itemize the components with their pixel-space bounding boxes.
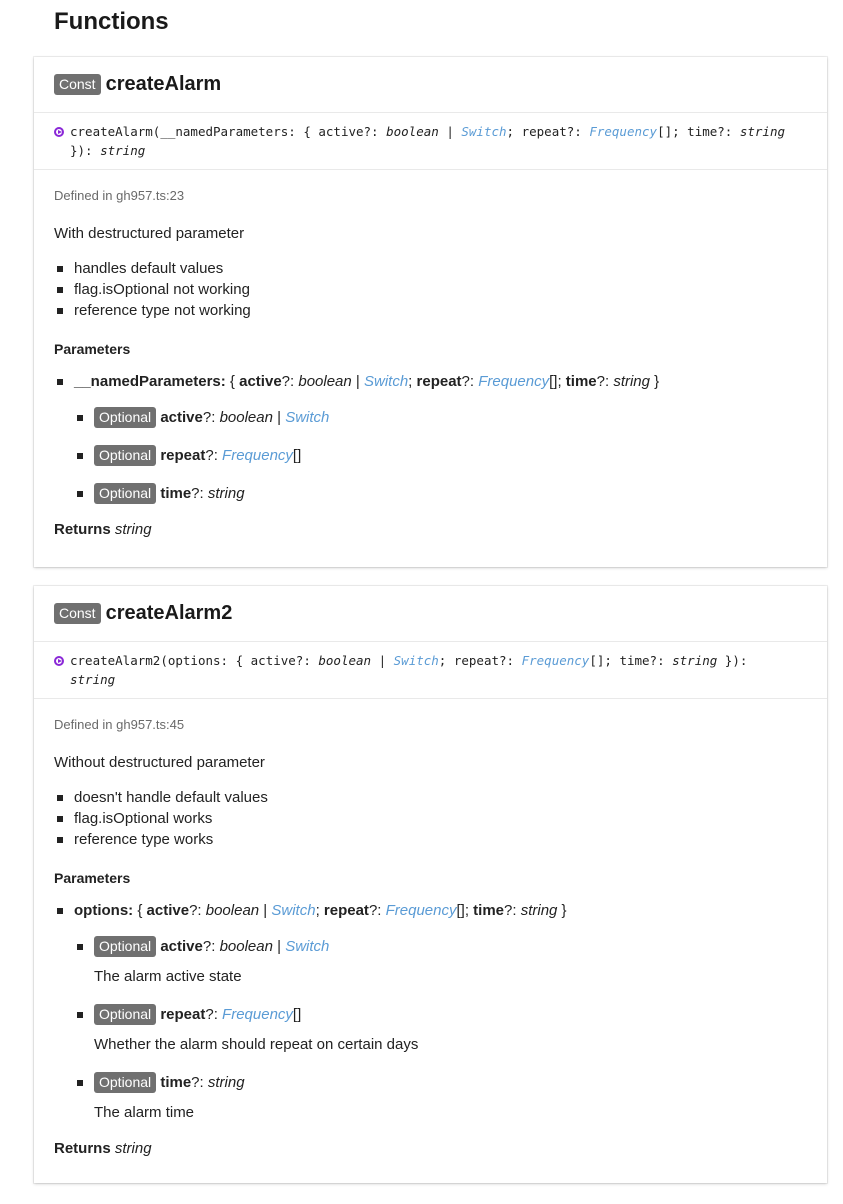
- sub-parameter-name: active: [160, 938, 203, 955]
- frequency-type-link[interactable]: Frequency: [385, 902, 457, 919]
- returns-type: string: [114, 1140, 152, 1157]
- notes-list: [54, 258, 807, 321]
- type-boolean: boolean: [219, 409, 273, 426]
- switch-type-link[interactable]: Switch: [461, 124, 507, 139]
- defined-in: Defined in gh957.ts:23: [54, 188, 185, 203]
- type-key-repeat: repeat: [416, 373, 462, 390]
- optional-badge: Optional: [94, 1004, 156, 1025]
- notes-list: [54, 787, 807, 850]
- sub-parameter-active: Optional active?: boolean | Switch The alarm active state: [74, 936, 807, 988]
- optional-badge: Optional: [94, 407, 156, 428]
- returns-label: Returns: [54, 1140, 111, 1157]
- switch-type-link[interactable]: Switch: [285, 938, 330, 955]
- type-key-repeat: repeat: [323, 902, 369, 919]
- function-icon: [54, 127, 64, 137]
- returns: [54, 521, 807, 538]
- type-boolean: boolean: [298, 373, 352, 390]
- function-signature: createAlarm2(options: { active?: boolean | Switch; repeat?: Frequency[]; time?: string }): string: [34, 642, 827, 699]
- frequency-type-link[interactable]: Frequency: [589, 124, 658, 139]
- signature-name: createAlarm2: [70, 653, 161, 668]
- parameter-item: __namedParameters: { active?: boolean | Switch; repeat?: Frequency[]; time?: string } Optional active?: boolean | Switch Optional repeat?: Frequency[] Optional time?: string: [54, 371, 807, 505]
- parameters-heading: Parameters: [54, 341, 131, 357]
- frequency-type-link[interactable]: Frequency: [222, 447, 293, 464]
- type-string: string: [520, 902, 558, 919]
- parameter-item: options: { active?: boolean | Switch; repeat?: Frequency[]; time?: string } Optional active?: boolean | Switch The alarm active state Optional repeat?: Frequency[] Whether the alarm should repeat on certain days Optional time?: string The alarm time: [54, 900, 807, 1124]
- sig-type-string: string: [739, 124, 786, 139]
- optional-badge: Optional: [94, 445, 156, 466]
- function-card-createAlarm2: [34, 586, 827, 1183]
- type-string: string: [207, 485, 245, 502]
- function-card-createAlarm: [34, 57, 827, 567]
- sub-parameter-repeat: Optional repeat?: Frequency[] Whether the alarm should repeat on certain days: [74, 1004, 807, 1056]
- optional-badge: Optional: [94, 936, 156, 957]
- card-header: [34, 57, 827, 113]
- const-badge: Const: [54, 74, 101, 95]
- type-key-time: time: [473, 902, 505, 919]
- sig-key-active: active: [318, 124, 364, 139]
- sub-parameter-name: time: [160, 1074, 192, 1091]
- description: Without destructured parameter: [54, 754, 265, 771]
- sig-type-boolean: boolean: [386, 124, 439, 139]
- card-title: createAlarm2: [105, 602, 233, 624]
- sub-parameter-active: Optional active?: boolean | Switch: [74, 407, 807, 429]
- type-key-active: active: [146, 902, 190, 919]
- page-title: Functions: [54, 8, 169, 35]
- sub-parameter-description: The alarm active state: [94, 968, 242, 985]
- signature-return-type: string: [100, 143, 146, 158]
- sig-type-boolean: boolean: [318, 653, 372, 668]
- signature-name: createAlarm: [70, 124, 153, 139]
- returns-type: string: [114, 521, 152, 538]
- sig-key-repeat: repeat: [453, 653, 500, 668]
- sig-key-repeat: repeat: [521, 124, 567, 139]
- sub-parameters-list: [74, 936, 807, 1124]
- sub-parameter-name: time: [160, 485, 192, 502]
- type-key-active: active: [239, 373, 282, 390]
- frequency-type-link[interactable]: Frequency: [222, 1006, 293, 1023]
- parameters-list: [54, 371, 807, 505]
- signature-return-type: string: [70, 672, 116, 687]
- defined-in: Defined in gh957.ts:45: [54, 717, 185, 732]
- type-boolean: boolean: [219, 938, 273, 955]
- list-item: doesn't handle default values: [54, 787, 807, 808]
- sub-parameter-description: The alarm time: [94, 1104, 195, 1121]
- parameter-name: options:: [74, 902, 134, 919]
- returns-label: Returns: [54, 521, 111, 538]
- optional-badge: Optional: [94, 483, 156, 504]
- switch-type-link[interactable]: Switch: [393, 653, 439, 668]
- sub-parameter-name: repeat: [160, 447, 206, 464]
- type-string: string: [207, 1074, 245, 1091]
- sub-parameter-name: repeat: [160, 1006, 206, 1023]
- returns: [54, 1140, 807, 1157]
- list-item: handles default values: [54, 258, 807, 279]
- const-badge: Const: [54, 603, 101, 624]
- parameters-heading: Parameters: [54, 870, 131, 886]
- switch-type-link[interactable]: Switch: [363, 373, 409, 390]
- description: With destructured parameter: [54, 225, 245, 242]
- sub-parameter-repeat: Optional repeat?: Frequency[]: [74, 445, 807, 467]
- sub-parameter-time: Optional time?: string The alarm time: [74, 1072, 807, 1124]
- sub-parameter-description: Whether the alarm should repeat on certain days: [94, 1036, 419, 1053]
- sub-parameter-name: active: [160, 409, 203, 426]
- card-body: [34, 170, 827, 554]
- sig-key-time: time: [687, 124, 718, 139]
- function-signature: createAlarm(__namedParameters: { active?: boolean | Switch; repeat?: Frequency[]; time?: string }): string: [34, 113, 827, 170]
- type-string: string: [613, 373, 650, 390]
- list-item: flag.isOptional works: [54, 808, 807, 829]
- sig-key-time: time: [619, 653, 650, 668]
- optional-badge: Optional: [94, 1072, 156, 1093]
- card-body: [34, 699, 827, 1173]
- signature-param: options: [167, 653, 221, 668]
- card-title: createAlarm: [105, 73, 222, 95]
- type-key-time: time: [565, 373, 597, 390]
- list-item: reference type not working: [54, 300, 807, 321]
- type-boolean: boolean: [205, 902, 260, 919]
- list-item: reference type works: [54, 829, 807, 850]
- frequency-type-link[interactable]: Frequency: [478, 373, 550, 390]
- function-icon: [54, 656, 64, 666]
- sub-parameter-time: Optional time?: string: [74, 483, 807, 505]
- parameter-name: __namedParameters:: [74, 373, 226, 390]
- card-header: [34, 586, 827, 642]
- parameters-list: [54, 900, 807, 1124]
- sig-type-string: string: [672, 653, 718, 668]
- switch-type-link[interactable]: Switch: [271, 902, 316, 919]
- frequency-type-link[interactable]: Frequency: [521, 653, 590, 668]
- signature-param: __namedParameters: [160, 124, 289, 139]
- sub-parameters-list: [74, 407, 807, 505]
- list-item: flag.isOptional not working: [54, 279, 807, 300]
- sig-key-active: active: [250, 653, 296, 668]
- switch-type-link[interactable]: Switch: [285, 409, 330, 426]
